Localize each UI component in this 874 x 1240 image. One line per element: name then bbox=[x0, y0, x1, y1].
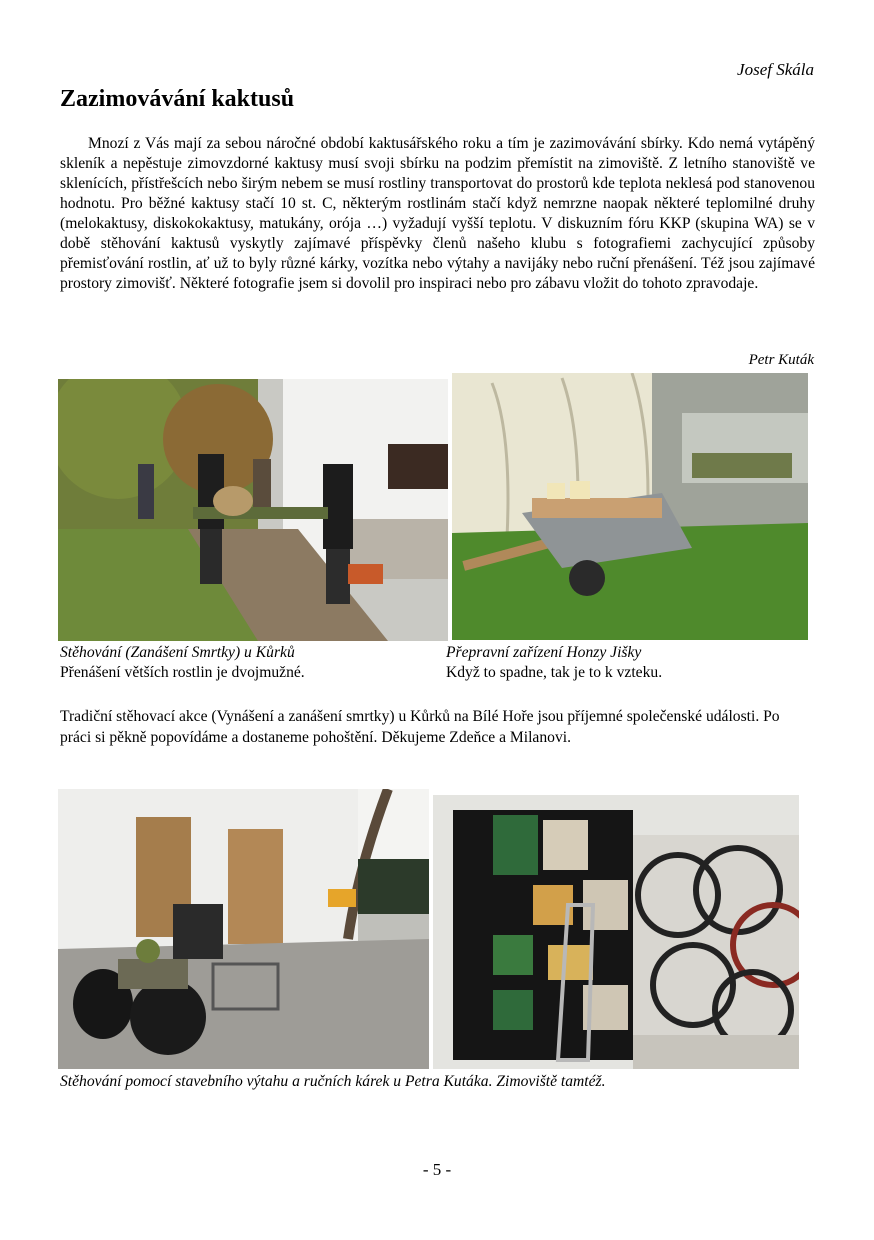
bottom-photos-caption: Stěhování pomocí stavebního výtahu a ručních kárek u Petra Kutáka. Zimoviště tamtéž. bbox=[60, 1073, 606, 1090]
photo2-caption-text: Když to spadne, tak je to k vzteku. bbox=[446, 664, 663, 681]
article-signature: Petr Kuták bbox=[748, 352, 814, 368]
photo2-caption bbox=[446, 643, 662, 683]
page-number: - 5 - bbox=[422, 1160, 452, 1179]
photo-courtyard bbox=[58, 789, 429, 1069]
author-name: Josef Skála bbox=[737, 60, 814, 79]
intro-paragraph: Mnozí z Vás mají za sebou náročné období kaktusářského roku a tím je zazimovávání sbírky. Kdo nemá vytápěný skleník a nepěstuje zimovzdorné kaktusy musí svoji sbírku na podzim přemístit na zimoviště. Z letního stanoviště ve sklenících, přístřešcích nebo širým nebem se musí rostliny transportovat do prostorů kde teplota neklesá pod stanovenou hodnotu. Pro běžné kaktusy stačí 10 st. C, některým rostlinám stačí když nemrzne naopak některé teplomilné druhy (melokaktusy, diskokokaktusy, matukány, orója …) vyžadují vyšší teplotu. V diskuzním fóru KKP (skupina WA) se v době stěhování kaktusů vyskytly zajímavé příspěvky členů našeho klubu s fotografiemi zachycující způsoby přemisťování rostlin, ať už to byly různé kárky, vozítka nebo výtahy a navijáky nebo ruční přenášení. Též jsou zajímavé prostory zimovišť. Některé fotografie jsem si dovolil pro inspiraci nebo pro zábavu vložit do tohoto zpravodaje. bbox=[60, 135, 815, 292]
photo1-caption-title: Stěhování (Zanášení Smrtky) u Kůrků bbox=[60, 644, 295, 661]
photo1-caption bbox=[60, 643, 305, 683]
event-paragraph: Tradiční stěhovací akce (Vynášení a zanášení smrtky) u Kůrků na Bílé Hoře jsou příjemné společenské události. Po práci si pěkně popovídáme a dostaneme pohoštění. Děkujeme Zdeňce a Milanovi. bbox=[60, 708, 780, 746]
article-title: Zazimovávání kaktusů bbox=[60, 86, 295, 112]
photo2-caption-title: Přepravní zařízení Honzy Jišky bbox=[446, 644, 642, 661]
photo1-caption-text: Přenášení větších rostlin je dvojmužné. bbox=[60, 664, 305, 681]
photo-wheelbarrow bbox=[452, 373, 808, 640]
photo-carrying-plants bbox=[58, 379, 448, 641]
photo-crates-bicycles bbox=[433, 795, 799, 1069]
